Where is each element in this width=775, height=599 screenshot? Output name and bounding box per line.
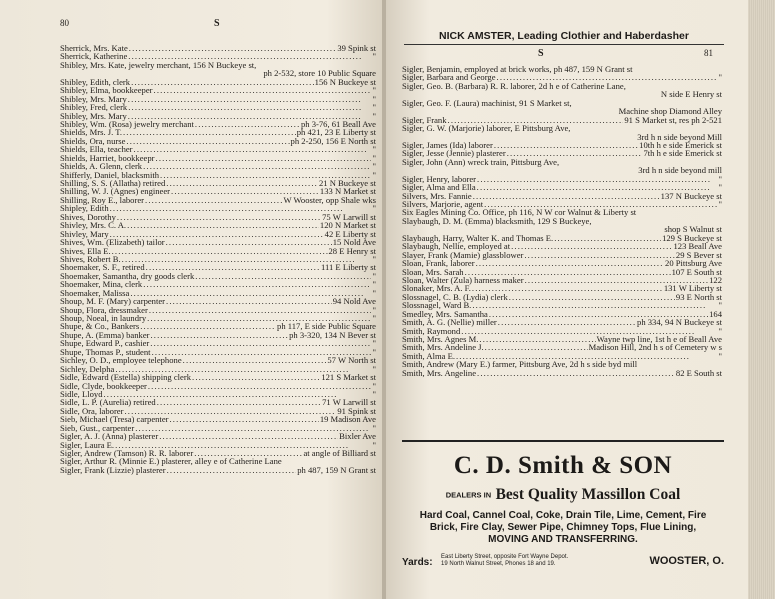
entry-address: 75 W Larwill st — [322, 211, 376, 222]
leader-dots — [143, 162, 371, 170]
leader-dots — [149, 306, 372, 314]
leader-dots — [128, 112, 372, 120]
entry-address: ph 117, E side Public Square — [277, 321, 376, 332]
entry-name: Sigler, Laura E. — [60, 439, 115, 450]
entry-name: Sigler, Geo. F. (Laura) machinist, 91 S Market st, — [402, 97, 572, 108]
entry-address: 20 Pittsburg Ave — [665, 258, 722, 269]
entry-address: 91 S Market st, res ph 2-521 — [624, 114, 722, 125]
leader-dots — [129, 44, 337, 52]
leader-dots — [507, 149, 643, 157]
entry-name: Slossnagel, C. B. (Lydia) clerk — [402, 291, 508, 302]
leader-dots — [456, 352, 717, 360]
ad-products-line-3: MOVING AND TRANSFERRING. — [488, 534, 638, 546]
entry-address: 57 W North st — [327, 355, 376, 366]
entry-name: Sigler, Arthur R. (Minnie E.) plasterer, alley e of Catherine Lane — [60, 456, 282, 467]
entry-name: Sigler, Jesse (Jennie) plasterer — [402, 148, 506, 159]
directory-entry — [402, 369, 722, 377]
leader-dots — [157, 398, 321, 406]
leader-dots — [448, 116, 624, 124]
right-page-number: 81 — [704, 48, 713, 58]
entry-address: 91 Spink st — [337, 405, 376, 416]
entry-address: " — [372, 93, 376, 104]
directory-entry — [60, 382, 376, 390]
entry-name: Sigler, Barbara and George — [402, 72, 496, 83]
right-page — [386, 0, 748, 599]
leader-dots — [127, 221, 319, 229]
leader-dots — [134, 145, 372, 153]
entry-address: at angle of Billiard st — [303, 448, 376, 458]
entry-address: 42 E Liberty st — [324, 228, 376, 239]
leader-dots — [477, 175, 717, 183]
entry-address: 28 E Henry st — [328, 245, 376, 256]
left-directory-entries — [60, 44, 376, 474]
entry-name: Sidle, Clyde, bookkeeper — [60, 380, 147, 391]
ad-dealers-in: DEALERS IN — [445, 490, 492, 500]
entry-address: 122 — [709, 274, 722, 285]
entry-address: " — [372, 270, 376, 281]
leader-dots — [156, 154, 372, 162]
entry-name: Sherrick, Mrs. Kate — [60, 43, 128, 53]
entry-name: Smith, Raymond — [402, 325, 461, 336]
leader-dots — [154, 86, 372, 94]
entry-name: Shibley, Mrs. Mary — [60, 110, 127, 121]
entry-address: 71 W Larwill st — [322, 397, 376, 408]
leader-dots — [509, 293, 675, 301]
entry-address: " — [718, 350, 722, 361]
leader-dots — [473, 192, 660, 200]
entry-name: Smith, Andrew (Mary E.) farmer, Pittsburg Ave, 2d h s side byd mill — [402, 359, 638, 370]
leader-dots — [171, 187, 319, 195]
leader-dots — [152, 348, 372, 356]
entry-name: Shoup, Flora, dressmaker — [60, 304, 148, 315]
entry-name: Six Eagles Mining Co. Office, ph 116, N W cor Walnut & Liberty st — [402, 207, 637, 218]
leader-dots — [135, 424, 371, 432]
entry-name: Sigler, G. W. (Marjorie) laborer, E Pittsburg Ave, — [402, 123, 571, 134]
right-section-letter: S — [538, 48, 544, 59]
leader-dots — [112, 247, 328, 255]
leader-dots — [131, 78, 314, 86]
leader-dots — [130, 289, 371, 297]
entry-address: ph 3-320, 134 N Bever st — [289, 329, 376, 340]
entry-address: ph 2-532, store 10 Public Square — [263, 68, 376, 79]
leader-dots — [147, 314, 371, 322]
entry-address: 7th h e side Emerick st — [643, 148, 722, 159]
leader-dots — [117, 213, 321, 221]
entry-address: 129 S Buckeye st — [662, 232, 722, 243]
entry-name: Silvers, Mrs. Fannie — [402, 190, 472, 201]
entry-name: Shibley, Mrs. Kate, jewelry merchant, 156 N Buckeye st, — [60, 59, 257, 70]
ad-title: C. D. Smith & SON — [453, 452, 673, 479]
entry-name: Sieb, Michael (Tresa) carpenter — [60, 414, 169, 425]
entry-name: Sidle, Edward (Estella) shipping clerk — [60, 372, 192, 383]
entry-address: ph 487, 159 N Grant st — [297, 464, 376, 475]
entry-name: Shives, Wm. (Elizabeth) tailor — [60, 237, 165, 248]
entry-name: Shoup, M. F. (Mary) carpenter — [60, 296, 166, 307]
entry-name: Sidle, Ora, laborer — [60, 405, 124, 416]
entry-name: Sigler, Frank — [402, 114, 447, 125]
leader-dots — [151, 331, 289, 339]
ad-products — [402, 510, 724, 546]
leader-dots — [167, 466, 297, 474]
leader-dots — [170, 415, 319, 423]
leader-dots — [554, 234, 661, 242]
entry-address: W Wooster, opp Shale wks — [283, 194, 376, 205]
leader-dots — [472, 284, 663, 292]
leader-dots — [497, 73, 718, 81]
entry-name: Sloan, Frank, laborer — [402, 258, 475, 269]
leader-dots — [124, 407, 336, 415]
entry-address: 94 Nold Ave — [332, 296, 376, 307]
entry-name: Shields, Ora, nurse — [60, 135, 126, 146]
entry-address: " — [718, 325, 722, 336]
entry-name: Shields, Harriet, bookkeepr — [60, 152, 155, 163]
entry-address: " — [372, 422, 376, 433]
entry-name: Sigler, A. J. (Anna) plasterer — [60, 431, 159, 442]
entry-address: 29 S Bever st — [675, 249, 722, 260]
entry-name: Shivley, Mrs. C. A. — [60, 220, 127, 231]
left-page — [0, 0, 384, 599]
entry-name: Shields, Mrs. J. T. — [60, 127, 122, 138]
entry-name: Shilling, Roy E., laborer — [60, 194, 145, 205]
entry-name: Shibley, Wm. (Rosa) jewelry merchant — [60, 118, 194, 129]
entry-address: 164 — [709, 308, 722, 319]
entry-address: ph 3-76, 61 Beall Ave — [300, 118, 376, 129]
entry-name: Shives, Robert B. — [60, 253, 121, 264]
entry-address: Machine shop Diamond Alley — [618, 106, 722, 117]
entry-name: Smith, Alma E. — [402, 350, 455, 361]
ad-footer — [402, 552, 724, 570]
entry-address: Madison Hill, 2nd h s of Cemetery w s — [588, 342, 722, 353]
leader-dots — [166, 238, 332, 246]
leader-dots — [104, 390, 372, 398]
entry-name: Shilling, S. S. (Allatha) retired — [60, 178, 166, 188]
directory-entry — [402, 116, 722, 124]
leader-dots — [166, 179, 318, 187]
entry-name: Shoemaker, Mina, clerk — [60, 279, 143, 290]
entry-address: " — [372, 203, 376, 214]
entry-address: 120 N Market st — [319, 220, 376, 231]
ad-yards-addresses — [441, 554, 568, 568]
entry-address: Wayne twp line, 1st h e of Beall Ave — [596, 334, 722, 344]
right-directory-entries — [402, 65, 722, 377]
entry-address: 133 N Market st — [319, 186, 376, 197]
entry-name: Smith, Mrs. Angeline — [402, 367, 477, 378]
entry-address: " — [372, 102, 376, 113]
entry-name: Shibley, Mrs. Mary — [60, 93, 127, 104]
ad-yards — [402, 552, 568, 570]
entry-address: " — [718, 173, 722, 184]
entry-address: 93 E North st — [675, 291, 722, 302]
left-page-number: 80 — [60, 18, 69, 28]
entry-address: " — [372, 253, 376, 264]
leader-dots — [145, 196, 283, 204]
entry-name: Sichley, Delpha — [60, 363, 115, 374]
entry-name: Sidle, Lloyd — [60, 388, 103, 399]
entry-address: 10th h e side Emerick st — [639, 139, 722, 150]
entry-address: " — [718, 300, 722, 311]
entry-address: 21 N Buckeye st — [318, 178, 376, 188]
entry-address: " — [372, 363, 376, 374]
entry-name: Sigler, Frank (Lizzie) plasterer — [60, 464, 166, 475]
entry-name: Shupe, A. (Emma) banker — [60, 329, 150, 340]
leader-dots — [148, 382, 372, 390]
leader-dots — [479, 335, 595, 343]
leader-dots — [146, 263, 320, 271]
ad-town: WOOSTER, O. — [649, 555, 724, 568]
entry-name: Shipley, Edith — [60, 203, 109, 214]
entry-address: 131 W Liberty st — [663, 283, 722, 294]
entry-name: Shupe, & Co., Bankers — [60, 321, 140, 332]
entry-name: Slayer, Frank (Mamie) glassblower — [402, 249, 524, 260]
entry-address: " — [372, 85, 376, 96]
leader-dots — [485, 343, 588, 351]
entry-name: Sigler, John (Ann) wreck train, Pittsburg Ave, — [402, 156, 560, 167]
leader-dots — [472, 301, 717, 309]
book-page-edges — [748, 0, 775, 599]
directory-entry — [60, 390, 376, 398]
left-section-letter: S — [214, 18, 220, 29]
leader-dots — [494, 141, 638, 149]
entry-name: Slaybaugh, D. M. (Emma) blacksmith, 129 S Buckeye, — [402, 215, 592, 226]
entry-address: " — [372, 169, 376, 180]
entry-name: Shoup, Noeal, in laundry — [60, 313, 147, 323]
entry-name: Shoemaker, Samantha, dry goods clerk — [60, 270, 195, 281]
entry-address: " — [372, 110, 376, 121]
entry-address: 39 Spink st — [337, 43, 376, 53]
entry-name: Sigler, James (Ida) laborer — [402, 139, 493, 150]
entry-address: " — [372, 287, 376, 298]
entry-address: 15 Nold Ave — [332, 237, 376, 248]
entry-address: 3rd h n side beyond Mill — [637, 131, 722, 142]
entry-address: " — [372, 380, 376, 391]
ad-tagline: Best Quality Massillon Coal — [495, 486, 681, 503]
entry-address: 107 E South st — [671, 266, 722, 277]
entry-address: N side E Henry st — [660, 89, 722, 100]
entry-name: Slaybaugh, Harry, Walter K. and Thomas E. — [402, 232, 554, 243]
entry-name: Sigler, Andrew (Tamson) R. R. laborer — [60, 448, 194, 458]
entry-address: " — [372, 313, 376, 323]
leader-dots — [498, 318, 636, 326]
leader-dots — [115, 365, 371, 373]
leader-dots — [465, 268, 671, 276]
entry-name: Sigler, Henry, laborer — [402, 173, 477, 184]
leader-dots — [159, 432, 338, 440]
entry-address: " — [372, 338, 376, 349]
leader-dots — [115, 441, 371, 449]
leader-dots — [183, 356, 327, 364]
leader-dots — [122, 255, 372, 263]
leader-dots — [140, 322, 276, 330]
entry-address: " — [372, 388, 376, 399]
entry-name: Shibley, Edith, clerk — [60, 76, 131, 87]
entry-address: 137 N Buckeye st — [660, 190, 722, 201]
leader-dots — [166, 297, 332, 305]
leader-dots — [476, 259, 664, 267]
entry-address: " — [718, 182, 722, 193]
entry-name: Shibley, Fred, clerk — [60, 102, 128, 113]
entry-name: Shibley, Elma, bookkeeper — [60, 85, 153, 96]
entry-address: " — [372, 304, 376, 315]
entry-name: Shifferly, Daniel, blacksmith — [60, 169, 160, 180]
entry-address: " — [372, 51, 376, 62]
entry-address: " — [372, 439, 376, 450]
entry-name: Smedley, Mrs. Samantha — [402, 308, 488, 319]
entry-name: Shives, Ella E. — [60, 245, 111, 256]
entry-address: " — [718, 72, 722, 83]
leader-dots — [150, 339, 371, 347]
entry-name: Shilling, W. J. (Agnes) engineer — [60, 186, 171, 197]
leader-dots — [143, 280, 371, 288]
entry-address: ph 334, 94 N Buckeye st — [637, 317, 722, 328]
leader-dots — [194, 449, 302, 457]
entry-name: Shives, Dorothy — [60, 211, 116, 222]
ad-yards-label: Yards: — [402, 557, 433, 569]
entry-address: 156 N Buckeye st — [314, 76, 376, 87]
entry-name: Sidle, L. P. (Aurelia) retired — [60, 397, 156, 408]
leader-dots — [489, 310, 708, 318]
entry-name: Shoemaker, S. F., retired — [60, 262, 145, 273]
leader-dots — [126, 137, 289, 145]
leader-dots — [195, 120, 300, 128]
right-page-header: NICK AMSTER, Leading Clothier and Haberdasher — [404, 30, 724, 45]
leader-dots — [511, 242, 672, 250]
entry-name: Sloan, Walter (Zula) harness maker — [402, 274, 524, 285]
leader-dots — [461, 327, 717, 335]
entry-address: " — [372, 152, 376, 163]
entry-address: 3rd h n side beyond mill — [638, 165, 722, 176]
entry-name: Sherrick, Katherine — [60, 51, 128, 62]
leader-dots — [477, 183, 718, 191]
entry-address: 121 S Market st — [321, 372, 376, 383]
entry-address: shop S Walnut st — [664, 224, 722, 235]
entry-name: Shields, Ella, teacher — [60, 144, 133, 155]
entry-name: Sichley, O. D., employee telephone — [60, 355, 182, 366]
ad-yards-addr-2: 19 North Walnut Street, Phones 18 and 19. — [441, 561, 556, 567]
entry-name: Smith, A. G. (Nellie) miller — [402, 317, 497, 328]
ad-products-line-1: Hard Coal, Cannel Coal, Coke, Drain Tile, Lime, Cement, Fire — [419, 510, 707, 522]
entry-name: Shupe, Thomas P., student — [60, 346, 151, 357]
entry-address: ph 421, 23 E Liberty st — [296, 127, 376, 138]
entry-name: Sloan, Mrs. Sarah — [402, 266, 464, 277]
entry-address: ph 2-250, 156 E North st — [290, 135, 376, 146]
entry-address: 123 Beall Ave — [673, 241, 722, 252]
leader-dots — [525, 276, 709, 284]
entry-address: 82 E South st — [675, 367, 722, 378]
entry-name: Slaybaugh, Nellie, employed at — [402, 241, 511, 252]
entry-address: " — [372, 144, 376, 155]
leader-dots — [477, 369, 675, 377]
coal-advertisement — [402, 440, 724, 592]
entry-name: Smith, Mrs. Agnes M. — [402, 334, 479, 344]
entry-address: Bixler Ave — [339, 431, 376, 442]
entry-name: Slossnagel, Ward B. — [402, 300, 472, 311]
entry-name: Sigler, Geo. B. (Barbara) R. R. laborer, 2d h e of Catherine Lane, — [402, 80, 626, 91]
leader-dots — [123, 128, 296, 136]
leader-dots — [484, 200, 717, 208]
ad-products-line-2: Brick, Fire Clay, Sewer Pipe, Chimney Tops, Flue Lining, — [429, 522, 697, 534]
entry-name: Shields, A. Glenn, clerk — [60, 161, 143, 172]
entry-name: Smith, Mrs. Andeline J. — [402, 342, 484, 353]
leader-dots — [192, 373, 320, 381]
leader-dots — [110, 204, 372, 212]
leader-dots — [128, 103, 371, 111]
entry-name: Shoemaker, Malissa — [60, 287, 130, 298]
entry-name: Sigler, Alma and Ella — [402, 182, 476, 193]
entry-name: Shupe, Edward P., cashier — [60, 338, 150, 349]
ad-tagline-row — [402, 486, 724, 504]
entry-address: " — [718, 199, 722, 209]
entry-name: Silvers, Marjorie, agent — [402, 199, 484, 209]
directory-entry — [60, 466, 376, 474]
ad-yards-addr-1: East Liberty Street, opposite Fort Wayne Depot. — [441, 554, 569, 560]
entry-name: Slonaker, Mrs. A. F. — [402, 283, 471, 294]
entry-name: Sigler, Benjamin, employed at brick works, ph 487, 159 N Grant st — [402, 64, 633, 74]
entry-address: " — [372, 346, 376, 357]
leader-dots — [110, 230, 324, 238]
leader-dots — [160, 171, 371, 179]
entry-address: " — [372, 161, 376, 172]
leader-dots — [524, 251, 675, 259]
leader-dots — [195, 272, 371, 280]
leader-dots — [128, 95, 372, 103]
entry-address: 111 E Liberty st — [321, 262, 376, 273]
entry-address: 19 Madison Ave — [319, 414, 376, 425]
entry-name: Sieb, Gust., carpenter — [60, 422, 135, 433]
entry-name: Shivley, Mary — [60, 228, 109, 239]
leader-dots — [128, 52, 371, 60]
entry-address: " — [372, 279, 376, 290]
